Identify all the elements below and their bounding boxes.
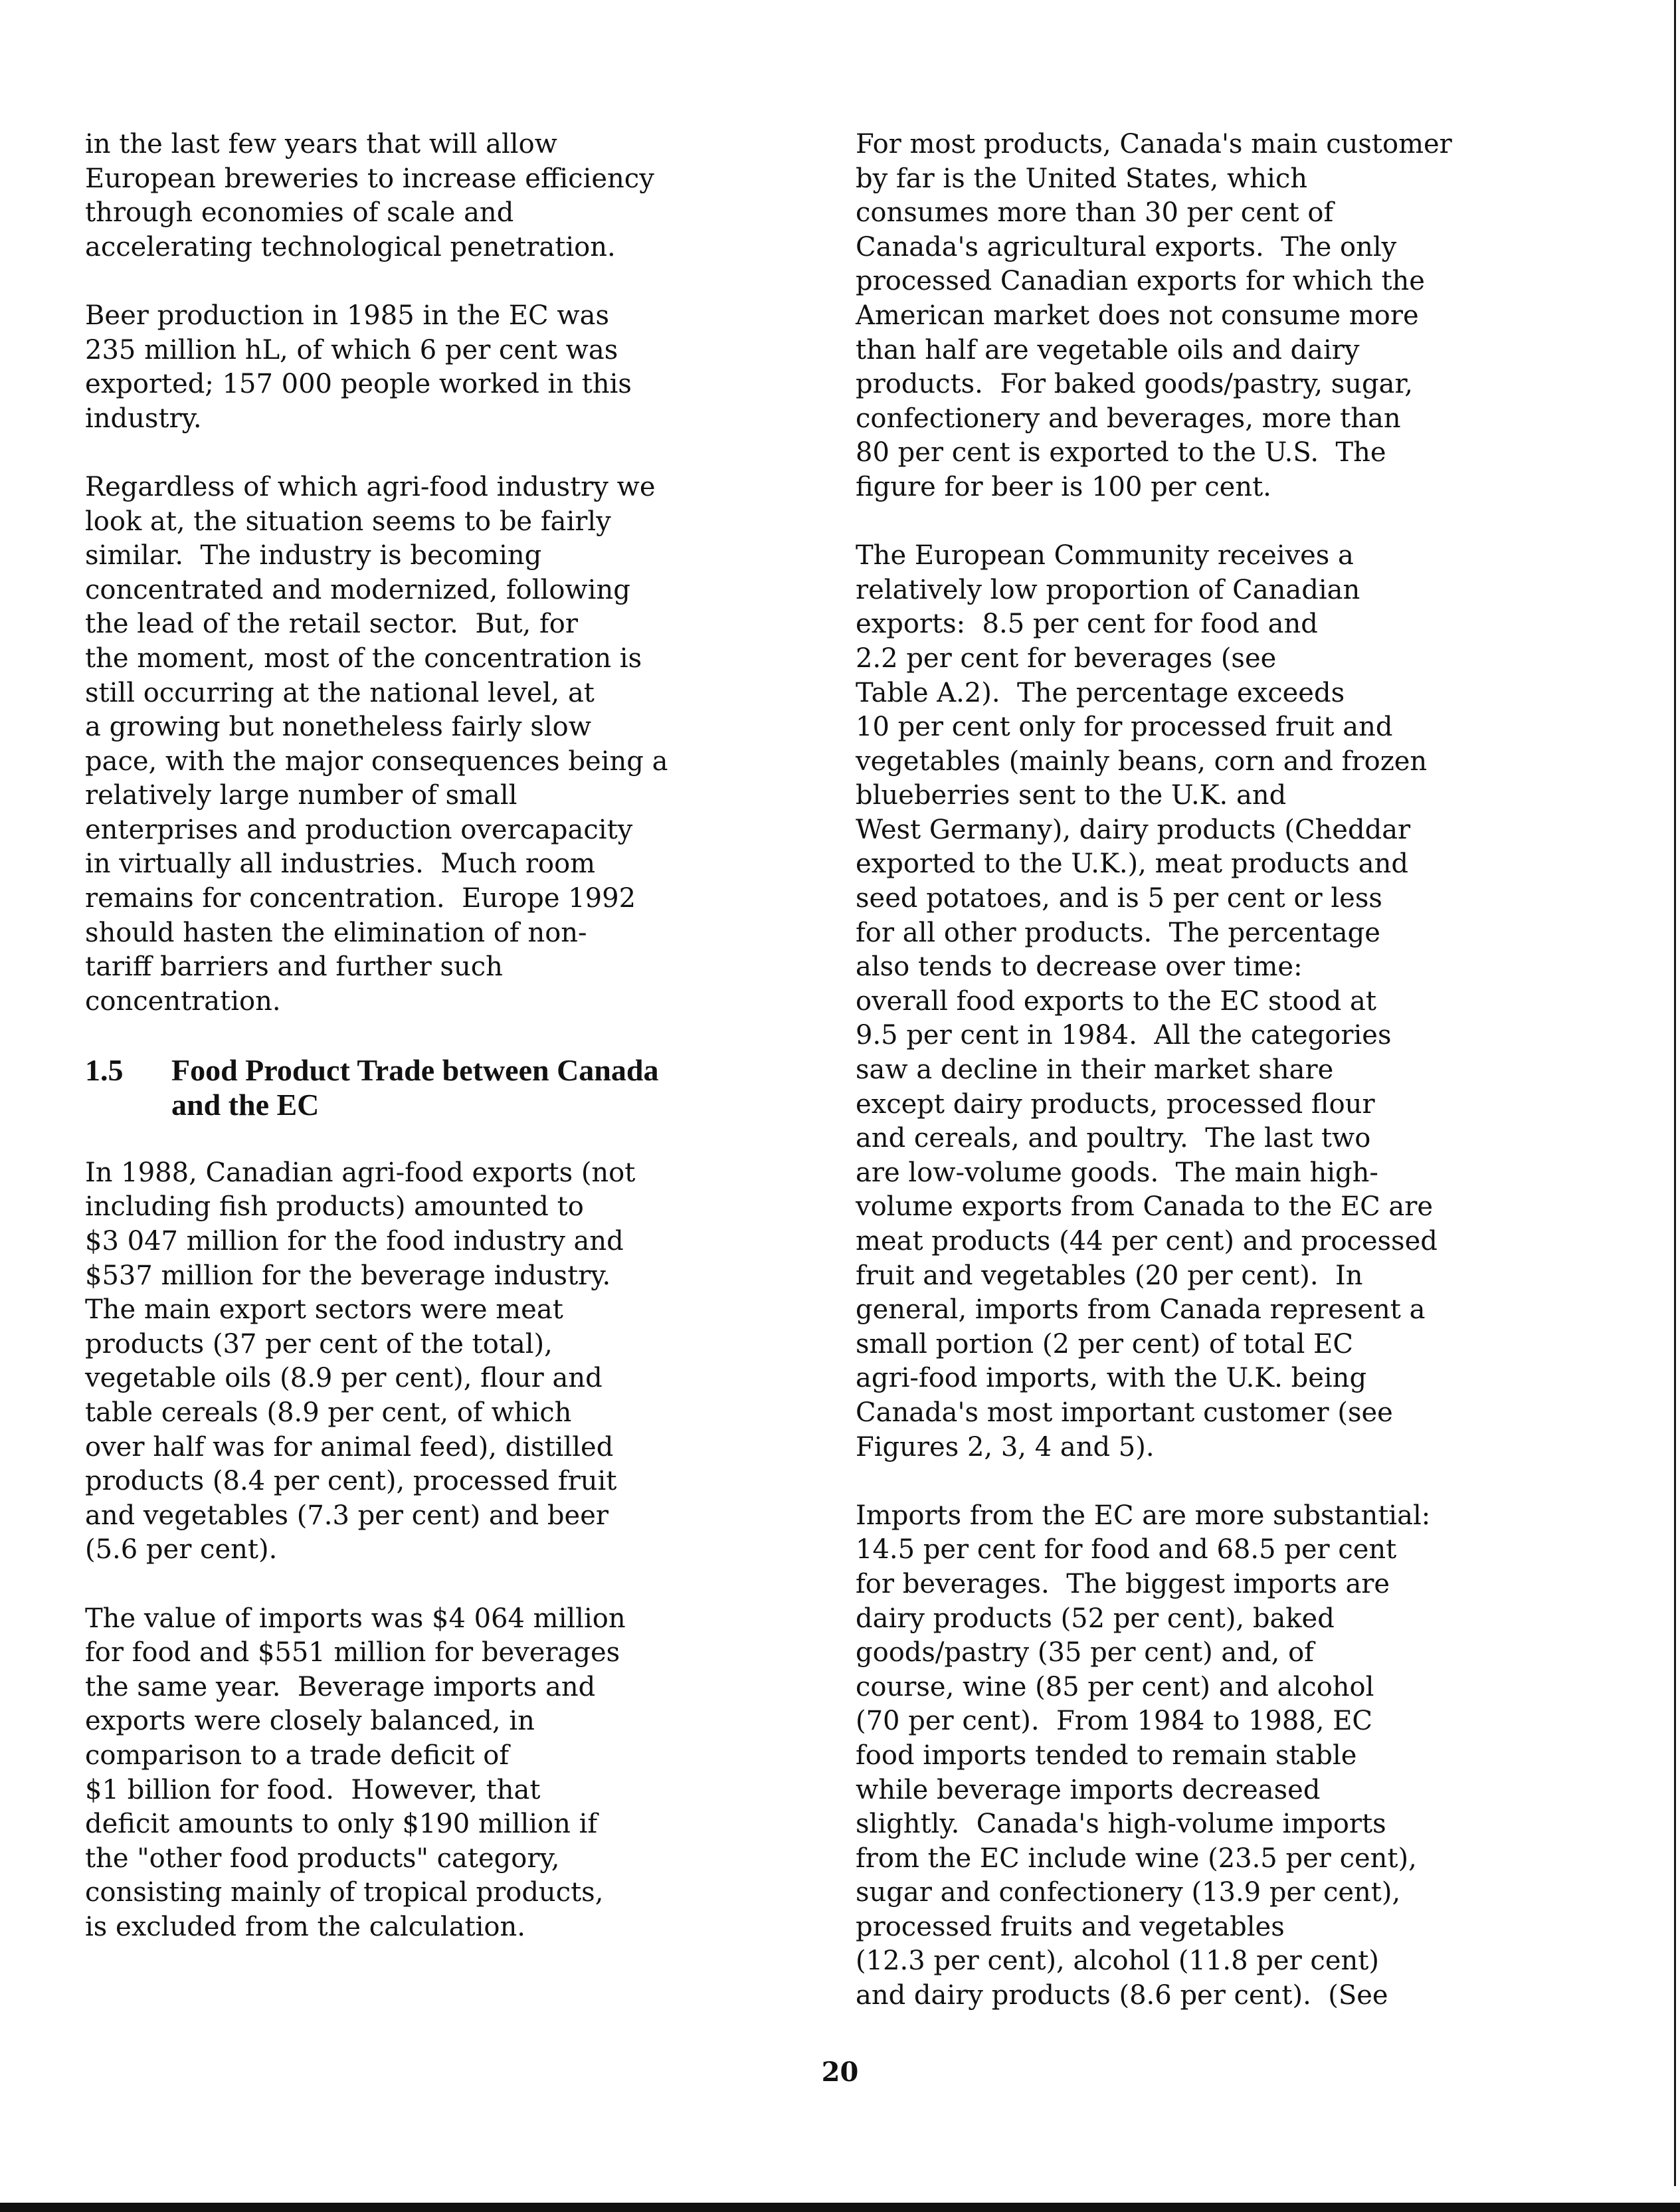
text-line: dairy products (52 per cent), baked: [856, 1603, 1335, 1634]
page-number: 20: [821, 2057, 859, 2088]
text-line: food imports tended to remain stable: [856, 1740, 1357, 1771]
text-line: course, wine (85 per cent) and alcohol: [856, 1671, 1374, 1702]
text-line: (70 per cent). From 1984 to 1988, EC: [856, 1706, 1373, 1737]
text-line: relatively large number of small: [85, 780, 517, 811]
text-line: seed potatoes, and is 5 per cent or less: [856, 883, 1382, 914]
text-line: relatively low proportion of Canadian: [856, 574, 1360, 605]
paragraph-ec-receives: [856, 539, 1560, 1464]
text-line: in virtually all industries. Much room: [85, 849, 596, 880]
text-line: for all other products. The percentage: [856, 917, 1380, 948]
text-line: American market does not consume more: [856, 300, 1419, 331]
text-line: including fish products) amounted to: [85, 1191, 584, 1223]
text-line: through economies of scale and: [85, 197, 514, 229]
text-line: Canada's agricultural exports. The only: [856, 231, 1397, 262]
text-line: Table A.2). The percentage exceeds: [856, 677, 1345, 708]
text-line: exports: 8.5 per cent for food and: [856, 609, 1318, 640]
text-line: European breweries to increase efficiency: [85, 163, 654, 194]
text-line: are low-volume goods. The main high-: [856, 1157, 1378, 1188]
text-line: $537 million for the beverage industry.: [85, 1260, 611, 1291]
text-line: consumes more than 30 per cent of: [856, 197, 1334, 229]
section-title-line: and the EC: [171, 1087, 320, 1122]
paragraph-imports-from-ec: [856, 1499, 1560, 2013]
text-line: products (8.4 per cent), processed fruit: [85, 1466, 617, 1497]
text-line: vegetable oils (8.9 per cent), flour and: [85, 1363, 603, 1394]
text-line: also tends to decrease over time:: [856, 952, 1303, 983]
right-column: [856, 128, 1560, 2047]
paragraph-concentration: [85, 470, 789, 1019]
text-line: (12.3 per cent), alcohol (11.8 per cent): [856, 1946, 1379, 1977]
text-line: industry.: [85, 403, 202, 434]
text-line: for beverages. The biggest imports are: [856, 1568, 1390, 1599]
text-line: overall food exports to the EC stood at: [856, 985, 1376, 1017]
text-line: still occurring at the national level, at: [85, 677, 595, 708]
text-line: by far is the United States, which: [856, 163, 1307, 194]
text-line: except dairy products, processed flour: [856, 1088, 1375, 1120]
text-line: and dairy products (8.6 per cent). (See: [856, 1980, 1388, 2011]
text-line: 2.2 per cent for beverages (see: [856, 643, 1277, 674]
text-line: goods/pastry (35 per cent) and, of: [856, 1637, 1314, 1668]
text-line: table cereals (8.9 per cent, of which: [85, 1397, 572, 1428]
text-line: should hasten the elimination of non-: [85, 917, 587, 948]
text-line: sugar and confectionery (13.9 per cent),: [856, 1877, 1401, 1908]
text-line: enterprises and production overcapacity: [85, 814, 633, 845]
text-line: confectionery and beverages, more than: [856, 403, 1401, 434]
text-line: pace, with the major consequences being a: [85, 746, 668, 777]
text-line: For most products, Canada's main customer: [856, 129, 1452, 159]
text-line: in the last few years that will allow: [85, 129, 557, 159]
text-line: look at, the situation seems to be fairly: [85, 506, 611, 537]
paragraph-exports-1988: [85, 1156, 789, 1567]
text-line: deficit amounts to only $190 million if: [85, 1809, 598, 1840]
text-line: the moment, most of the concentration is: [85, 643, 642, 674]
text-line: processed fruits and vegetables: [856, 1911, 1285, 1942]
text-line: products (37 per cent of the total),: [85, 1328, 553, 1359]
text-line: West Germany), dairy products (Cheddar: [856, 814, 1411, 845]
text-line: concentrated and modernized, following: [85, 574, 630, 605]
text-line: processed Canadian exports for which the: [856, 266, 1425, 297]
text-line: saw a decline in their market share: [856, 1055, 1334, 1086]
text-line: 10 per cent only for processed fruit and: [856, 712, 1393, 743]
text-line: tariff barriers and further such: [85, 952, 503, 983]
text-line: $1 billion for food. However, that: [85, 1774, 541, 1805]
paragraph-beer-production: [85, 299, 789, 436]
text-line: exports were closely balanced, in: [85, 1706, 535, 1737]
text-line: consisting mainly of tropical products,: [85, 1877, 604, 1908]
text-line: meat products (44 per cent) and processed: [856, 1226, 1438, 1257]
text-line: slightly. Canada's high-volume imports: [856, 1809, 1386, 1840]
text-line: The European Community receives a: [856, 540, 1354, 571]
text-line: 9.5 per cent in 1984. All the categories: [856, 1020, 1392, 1051]
text-line: Regardless of which agri-food industry we: [85, 471, 656, 502]
paragraph-imports-value: [85, 1602, 789, 1945]
scan-edge-bottom: [0, 2203, 1680, 2212]
text-line: the same year. Beverage imports and: [85, 1671, 596, 1702]
text-line: volume exports from Canada to the EC are: [856, 1191, 1434, 1223]
text-line: Figures 2, 3, 4 and 5).: [856, 1431, 1155, 1462]
text-line: comparison to a trade deficit of: [85, 1740, 510, 1771]
text-line: small portion (2 per cent) of total EC: [856, 1328, 1353, 1359]
section-heading: [85, 1053, 789, 1122]
text-line: for food and $551 million for beverages: [85, 1637, 620, 1668]
text-line: 235 million hL, of which 6 per cent was: [85, 334, 618, 365]
text-line: similar. The industry is becoming: [85, 540, 542, 571]
text-line: The value of imports was $4 064 million: [85, 1603, 626, 1634]
text-line: the lead of the retail sector. But, for: [85, 609, 578, 640]
text-line: blueberries sent to the U.K. and: [856, 780, 1287, 811]
paragraph-breweries: [85, 128, 789, 264]
text-line: figure for beer is 100 per cent.: [856, 471, 1271, 502]
text-line: and vegetables (7.3 per cent) and beer: [85, 1500, 608, 1531]
paragraph-us-customer: [856, 128, 1560, 505]
text-line: exported to the U.K.), meat products and: [856, 849, 1408, 880]
text-line: is excluded from the calculation.: [85, 1911, 525, 1942]
text-line: from the EC include wine (23.5 per cent),: [856, 1843, 1417, 1874]
text-line: 80 per cent is exported to the U.S. The: [856, 437, 1386, 468]
text-line: $3 047 million for the food industry and: [85, 1226, 624, 1257]
text-line: concentration.: [85, 985, 281, 1017]
text-line: fruit and vegetables (20 per cent). In: [856, 1260, 1363, 1291]
text-line: Imports from the EC are more substantial:: [856, 1500, 1431, 1531]
scan-edge-right: [1674, 0, 1676, 2186]
text-line: than half are vegetable oils and dairy: [856, 334, 1360, 365]
text-line: over half was for animal feed), distilled: [85, 1431, 614, 1462]
text-line: a growing but nonetheless fairly slow: [85, 712, 591, 743]
text-line: 14.5 per cent for food and 68.5 per cent: [856, 1534, 1397, 1565]
text-line: (5.6 per cent).: [85, 1534, 278, 1565]
left-column: [85, 128, 789, 1979]
section-title-line: Food Product Trade between Canada: [171, 1053, 659, 1088]
text-line: and cereals, and poultry. The last two: [856, 1123, 1371, 1154]
text-line: Beer production in 1985 in the EC was: [85, 300, 609, 331]
text-line: exported; 157 000 people worked in this: [85, 369, 632, 400]
text-line: agri-food imports, with the U.K. being: [856, 1363, 1367, 1394]
text-line: The main export sectors were meat: [85, 1294, 563, 1326]
text-line: Canada's most important customer (see: [856, 1397, 1393, 1428]
text-line: products. For baked goods/pastry, sugar,: [856, 369, 1413, 400]
text-line: while beverage imports decreased: [856, 1774, 1321, 1805]
section-number: 1.5: [85, 1053, 124, 1088]
text-line: remains for concentration. Europe 1992: [85, 883, 636, 914]
text-line: the "other food products" category,: [85, 1843, 560, 1874]
text-line: general, imports from Canada represent a: [856, 1294, 1426, 1326]
text-line: accelerating technological penetration.: [85, 231, 616, 262]
text-line: vegetables (mainly beans, corn and frozen: [856, 746, 1428, 777]
text-line: In 1988, Canadian agri-food exports (not: [85, 1157, 636, 1188]
